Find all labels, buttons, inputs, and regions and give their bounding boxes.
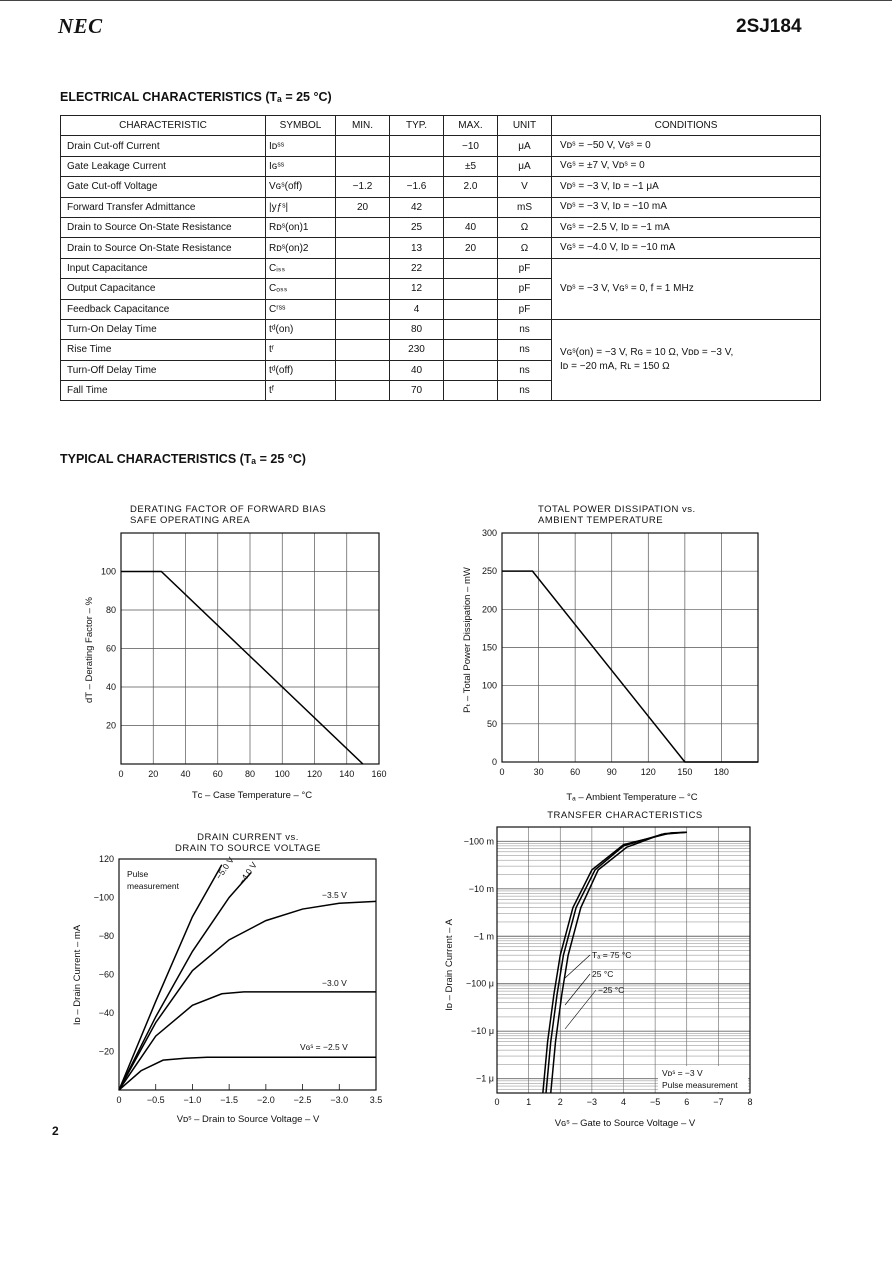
x-tick-label: −3 (586, 1097, 598, 1107)
characteristic-cell: Gate Cut-off Voltage (61, 177, 266, 197)
y-axis-label: Iᴅ – Drain Current – mA (72, 924, 83, 1026)
y-tick-label: −60 (98, 969, 114, 980)
series-line (119, 1057, 376, 1090)
y-axis-label: dT – Derating Factor – % (84, 597, 95, 703)
series-label: Tₐ = 75 °C (592, 950, 632, 960)
x-tick-label: 160 (371, 769, 387, 779)
x-tick-label: 60 (212, 769, 223, 779)
series-label: −25 °C (598, 985, 625, 995)
unit-cell: mS (498, 197, 552, 217)
y-tick-label: −100 μ (466, 978, 494, 989)
series-label: −4.0 V (236, 860, 259, 887)
unit-cell: pF (498, 279, 552, 299)
x-tick-label: 90 (606, 767, 617, 777)
transfer-note: Pulse measurement (662, 1080, 738, 1090)
y-tick-label: −10 m (468, 883, 494, 894)
characteristic-cell: Gate Leakage Current (61, 156, 266, 176)
chart-output (72, 832, 382, 1125)
header-cell: CHARACTERISTIC (61, 116, 266, 136)
page-number: 2 (52, 1124, 59, 1138)
unit-cell: ns (498, 360, 552, 380)
y-tick-label: 0 (491, 757, 497, 767)
symbol-cell: |yƒˢ| (266, 197, 336, 217)
unit-cell: pF (498, 258, 552, 278)
header-cell: SYMBOL (266, 116, 336, 136)
x-tick-label: 100 (274, 769, 290, 779)
condition-cell: Vɢˢ = −2.5 V, Iᴅ = −1 mA (552, 217, 821, 237)
unit-cell: Ω (498, 238, 552, 258)
x-tick-label: 20 (148, 769, 159, 779)
y-axis-label: Pₜ – Total Power Dissipation – mW (462, 567, 473, 713)
x-tick-label: 140 (339, 769, 355, 779)
capacitance-condition-cell: Vᴅˢ = −3 V, Vɢˢ = 0, f = 1 MHz (552, 258, 821, 319)
x-axis-label: Vɢˢ – Gate to Source Voltage – V (554, 1118, 696, 1129)
characteristic-cell: Feedback Capacitance (61, 299, 266, 319)
chart-title: DRAIN TO SOURCE VOLTAGE (175, 843, 321, 854)
symbol-cell: Iɢˢˢ (266, 156, 336, 176)
characteristic-cell: Input Capacitance (61, 258, 266, 278)
characteristic-cell: Turn-On Delay Time (61, 319, 266, 339)
transfer-note: Vᴅˢ = −3 V (662, 1068, 703, 1078)
chart-title: TRANSFER CHARACTERISTICS (547, 810, 703, 821)
unit-cell: pF (498, 299, 552, 319)
typ-cell: 4 (390, 299, 444, 319)
series-label: −3.5 V (322, 890, 347, 900)
part-number: 2SJ184 (736, 16, 802, 37)
y-tick-label: 50 (486, 718, 497, 729)
series-label: −3.0 V (322, 978, 347, 988)
series-line (502, 571, 758, 762)
x-axis-label: Tᴄ – Case Temperature – °C (191, 790, 313, 801)
x-tick-label: 8 (747, 1097, 753, 1107)
condition-cell: Vɢˢ = −4.0 V, Iᴅ = −10 mA (552, 238, 821, 258)
chart-transfer (444, 810, 753, 1129)
characteristic-cell: Rise Time (61, 340, 266, 360)
x-tick-label: 30 (533, 767, 544, 777)
typ-cell: 80 (390, 319, 444, 339)
x-tick-label: −7 (713, 1097, 724, 1107)
symbol-cell: Vɢˢ(off) (266, 177, 336, 197)
x-tick-label: 4 (620, 1097, 627, 1107)
max-cell: 2.0 (444, 177, 498, 197)
y-tick-label: −20 (98, 1046, 114, 1057)
header-cell: UNIT (498, 116, 552, 136)
characteristic-cell: Output Capacitance (61, 279, 266, 299)
y-tick-label: −80 (98, 931, 114, 941)
unit-cell: ns (498, 381, 552, 401)
chart-title: SAFE OPERATING AREA (130, 515, 251, 526)
leader-line (565, 990, 596, 1029)
symbol-cell: Cʳˢˢ (266, 299, 336, 319)
max-cell: 40 (444, 217, 498, 237)
characteristic-cell: Drain Cut-off Current (61, 136, 266, 156)
series-line (119, 865, 222, 1090)
typ-cell: 230 (390, 340, 444, 360)
y-axis-label: Iᴅ – Drain Current – A (444, 919, 455, 1011)
x-tick-label: 6 (684, 1097, 690, 1107)
nec-logo: NEC (58, 14, 103, 38)
x-tick-label: 2 (557, 1097, 563, 1107)
x-tick-label: 120 (640, 767, 656, 777)
chart-derating (84, 504, 387, 801)
electrical-title: ELECTRICAL CHARACTERISTICS (Tₐ = 25 °C) (60, 90, 332, 104)
x-tick-label: −5 (649, 1097, 661, 1107)
series-line (543, 832, 687, 1093)
characteristic-cell: Drain to Source On-State Resistance (61, 238, 266, 258)
y-tick-label: 100 (481, 680, 497, 691)
symbol-cell: tᵈ(on) (266, 319, 336, 339)
typ-cell: 22 (390, 258, 444, 278)
header-cell: MIN. (336, 116, 390, 136)
x-tick-label: 150 (677, 767, 693, 777)
y-tick-label: −100 (93, 892, 114, 903)
leader-line (565, 974, 590, 1005)
y-tick-label: 100 (100, 566, 116, 577)
header-cell: CONDITIONS (552, 116, 821, 136)
max-cell: ±5 (444, 156, 498, 176)
switching-condition-line: Vɢˢ(on) = −3 V, Rɢ = 10 Ω, Vᴅᴅ = −3 V, (560, 347, 734, 359)
condition-cell: Vᴅˢ = −3 V, Iᴅ = −10 mA (552, 197, 821, 217)
x-tick-label: −3.0 (330, 1095, 349, 1105)
series-label: 25 °C (592, 969, 614, 979)
x-tick-label: −1.5 (220, 1095, 239, 1105)
symbol-cell: tʳ (266, 340, 336, 360)
x-tick-label: −1.0 (183, 1095, 202, 1105)
x-tick-label: 40 (180, 769, 191, 779)
typ-cell: 70 (390, 381, 444, 401)
symbol-cell: tᶠ (266, 381, 336, 401)
typ-cell: 13 (390, 238, 444, 258)
unit-cell: μA (498, 136, 552, 156)
y-tick-label: 80 (105, 605, 116, 615)
characteristic-cell: Drain to Source On-State Resistance (61, 217, 266, 237)
y-tick-label: 300 (481, 528, 497, 538)
header-cell: MAX. (444, 116, 498, 136)
y-tick-label: 250 (481, 566, 497, 577)
leader-line (565, 955, 590, 978)
unit-cell: ns (498, 319, 552, 339)
x-tick-label: 0 (494, 1097, 500, 1107)
symbol-cell: Cₒₛₛ (266, 279, 336, 299)
y-tick-label: 20 (105, 720, 116, 731)
y-tick-label: 150 (481, 642, 497, 653)
series-line (119, 992, 376, 1090)
characteristic-cell: Turn-Off Delay Time (61, 360, 266, 380)
y-tick-label: −1 μ (476, 1073, 494, 1084)
condition-cell: Vɢˢ = ±7 V, Vᴅˢ = 0 (552, 156, 821, 176)
min-cell: 20 (336, 197, 390, 217)
x-tick-label: 3.5 (369, 1095, 383, 1105)
x-axis-label: Vᴅˢ – Drain to Source Voltage – V (176, 1114, 320, 1125)
y-tick-label: −10 μ (471, 1026, 494, 1037)
condition-cell: Vᴅˢ = −3 V, Iᴅ = −1 μA (552, 177, 821, 197)
x-tick-label: 80 (244, 769, 256, 779)
chart-power (462, 504, 758, 803)
symbol-cell: Iᴅˢˢ (266, 136, 336, 156)
y-tick-label: 200 (481, 604, 497, 615)
x-tick-label: 180 (713, 767, 729, 777)
characteristic-cell: Forward Transfer Admittance (61, 197, 266, 217)
unit-cell: μA (498, 156, 552, 176)
characteristic-cell: Fall Time (61, 381, 266, 401)
symbol-cell: tᵈ(off) (266, 360, 336, 380)
header-cell: TYP. (390, 116, 444, 136)
x-tick-label: −0.5 (146, 1095, 165, 1105)
condition-cell: Vᴅˢ = −50 V, Vɢˢ = 0 (552, 136, 821, 156)
unit-cell: Ω (498, 217, 552, 237)
pulse-note: Pulse (127, 869, 149, 879)
y-tick-label: 40 (105, 682, 116, 692)
symbol-cell: Cᵢₛₛ (266, 258, 336, 278)
x-axis-label: Tₐ – Ambient Temperature – °C (566, 792, 698, 803)
y-tick-label: −1 m (473, 931, 494, 942)
series-line (551, 832, 687, 1093)
unit-cell: ns (498, 340, 552, 360)
unit-cell: V (498, 177, 552, 197)
y-tick-label: −100 m (463, 836, 494, 847)
x-tick-label: 120 (306, 769, 323, 779)
y-tick-label: 120 (98, 854, 114, 864)
min-cell: −1.2 (336, 177, 390, 197)
typ-cell: 25 (390, 217, 444, 237)
pulse-note: measurement (127, 881, 179, 891)
symbol-cell: Rᴅˢ(on)2 (266, 238, 336, 258)
x-tick-label: 1 (526, 1097, 532, 1107)
max-cell: 20 (444, 238, 498, 258)
symbol-cell: Rᴅˢ(on)1 (266, 217, 336, 237)
x-tick-label: 60 (570, 767, 581, 777)
typ-cell: 40 (390, 360, 444, 380)
x-tick-label: 0 (118, 769, 124, 779)
typ-cell: 12 (390, 279, 444, 299)
x-tick-label: −2.5 (293, 1095, 312, 1105)
max-cell: −10 (444, 136, 498, 156)
y-tick-label: −40 (98, 1008, 114, 1018)
chart-title: DERATING FACTOR OF FORWARD BIAS (130, 504, 327, 515)
y-tick-label: 60 (105, 643, 116, 654)
chart-title: AMBIENT TEMPERATURE (538, 515, 664, 526)
series-line (121, 572, 363, 765)
chart-title: TOTAL POWER DISSIPATION vs. (538, 504, 696, 515)
typ-cell: −1.6 (390, 177, 444, 197)
typical-title: TYPICAL CHARACTERISTICS (Tₐ = 25 °C) (60, 452, 306, 466)
chart-title: DRAIN CURRENT vs. (197, 832, 299, 843)
x-tick-label: 0 (499, 767, 505, 777)
typ-cell: 42 (390, 197, 444, 217)
switching-condition-line: Iᴅ = −20 mA, Rʟ = 150 Ω (560, 361, 670, 373)
series-label: −5.0 V (213, 855, 236, 882)
x-tick-label: 0 (116, 1095, 122, 1105)
x-tick-label: −2.0 (256, 1095, 275, 1105)
series-label: Vɢˢ = −2.5 V (300, 1042, 348, 1052)
